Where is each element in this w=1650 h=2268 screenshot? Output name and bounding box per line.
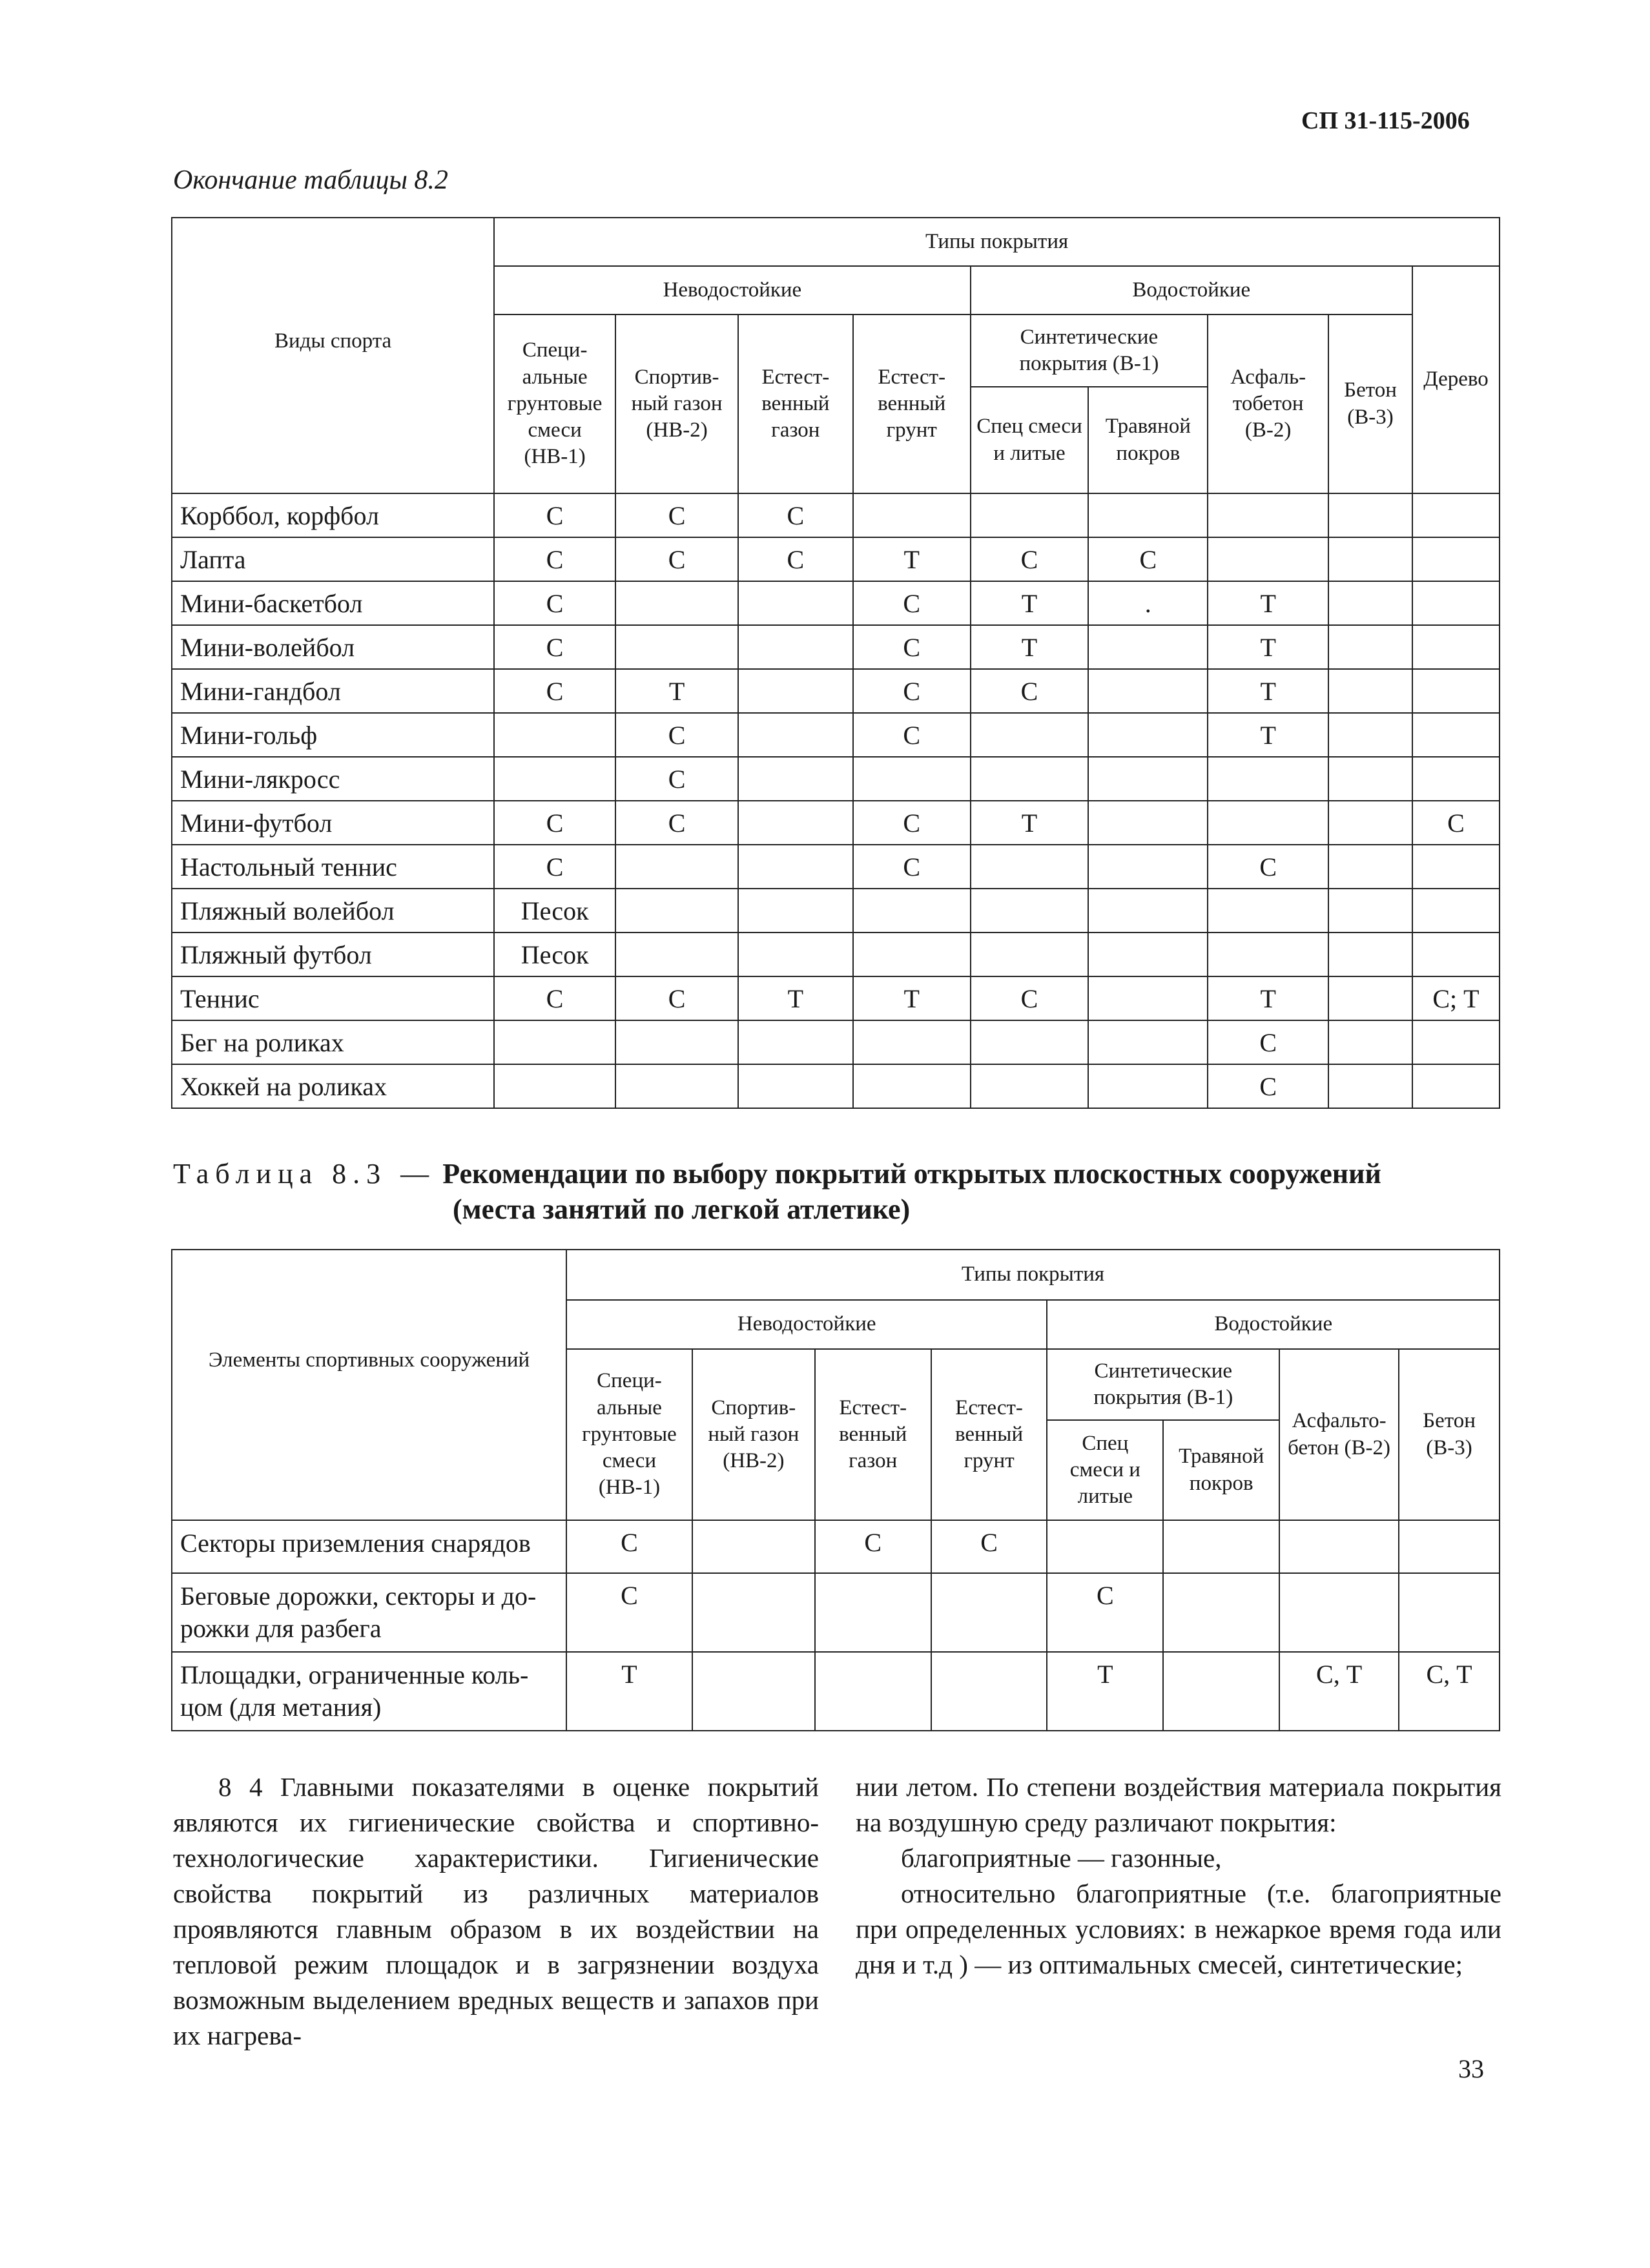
col-header-special-mix: Спец смеси и литые [1047,1420,1163,1520]
sport-name-cell: Хоккей на роликах [172,1064,494,1108]
standard-code: СП 31-115-2006 [1301,107,1470,134]
table-cell: С [1412,801,1500,845]
table-cell [738,581,853,625]
table-cell: Т [853,537,971,581]
table-cell: С [494,537,615,581]
table-cell [738,625,853,669]
table-cell [931,1652,1047,1731]
table-cell: Т [615,669,738,713]
table-cell: С [853,625,971,669]
col-header-water: Водостойкие [971,266,1412,314]
table-cell [1208,801,1328,845]
table-cell [853,1020,971,1064]
element-name-cell: Беговые дорожки, секторы и до-рожки для разбега [172,1573,566,1652]
sport-name-cell: Лапта [172,537,494,581]
table-row [172,625,1500,669]
table-cell [1328,757,1412,801]
table-cell: С [566,1573,692,1652]
sport-name-cell: Пляжный волейбол [172,889,494,933]
table-cell [971,1064,1089,1108]
table-cell: С [494,801,615,845]
table-cell [1412,581,1500,625]
table-cell [738,845,853,889]
table-cell: С [494,669,615,713]
table-cell [1088,713,1208,757]
table-cell [1412,757,1500,801]
table-cell [1412,713,1500,757]
table-cell [1208,757,1328,801]
table-cell: С [566,1520,692,1573]
table-cell [971,757,1089,801]
col-header-water: Водостойкие [1047,1300,1500,1349]
table-row [172,713,1500,757]
table-cell: Т [971,625,1089,669]
table-cell [1163,1573,1279,1652]
page-number: 33 [1458,2054,1484,2083]
sport-name-cell: Мини-баскетбол [172,581,494,625]
col-header-natural-ground: Естест-венный грунт [853,314,971,493]
table-8-2 [171,217,1500,1109]
col-header-synthetic: Синтетические покрытия (В-1) [1047,1349,1279,1420]
table-cell [1208,493,1328,537]
table-cell: Т [1047,1652,1163,1731]
body-text-right-column [856,1769,1501,1983]
table-cell [1088,669,1208,713]
table-cell: С [853,581,971,625]
table-cell: С [853,713,971,757]
table-cell: Т [971,581,1089,625]
sport-name-cell: Бег на роликах [172,1020,494,1064]
table-cell [971,933,1089,976]
table-subtitle: (места занятий по легкой атлетике) [453,1193,911,1225]
table-cell [615,625,738,669]
table-cell [1412,537,1500,581]
col-header-natural-grass: Естест-венный газон [738,314,853,493]
table-cell [1399,1573,1500,1652]
list-item: относительно благоприятные (т.е. благоприятные при определенных условиях: в нежаркое время года или дня и т.д ) — из оптимальных смесей, синтетические; [856,1879,1501,1979]
col-header-synthetic: Синтетические покрытия (В-1) [971,314,1208,387]
table-cell: С [1208,845,1328,889]
table-row [172,669,1500,713]
table-cell [1088,889,1208,933]
table-row [172,537,1500,581]
table-cell [692,1652,815,1731]
table-row [172,1573,1500,1652]
sport-name-cell: Мини-футбол [172,801,494,845]
table-row [172,1520,1500,1573]
table-cell [971,1020,1089,1064]
table-cell [615,581,738,625]
paragraph-8-4: 8 4 Главными показателями в оценке покрытий являются их гигиенические свойства и спортивно-технологические характеристики. Гигиенические свойства покрытий из различных материалов проявляются главным образом в их воздействии на тепловой режим площадок и в загрязнении воздуха возможным выделением вредных веществ и запахов при их нагрева- [173,1772,819,2050]
table-cell [1412,1020,1500,1064]
table-cell: С [738,493,853,537]
table-cell [853,493,971,537]
sport-name-cell: Мини-гольф [172,713,494,757]
table-row [172,1020,1500,1064]
table-cell [815,1652,931,1731]
sport-name-cell: Настольный теннис [172,845,494,889]
table-cell [1412,889,1500,933]
table-cell: Т [1208,625,1328,669]
table-cell [1088,933,1208,976]
table-cell: Песок [494,933,615,976]
table-cell: С [615,493,738,537]
table-cell [615,889,738,933]
table-cell [1163,1652,1279,1731]
table-cell [615,1020,738,1064]
table-cell [615,845,738,889]
table-cell [1412,493,1500,537]
col-header-grass-cover: Травяной покров [1088,387,1208,493]
paragraph-continuation: нии летом. По степени воздействия материала покрытия на воздушную среду различают покрытия: [856,1772,1501,1837]
table-cell [1328,537,1412,581]
table-cell [1088,801,1208,845]
col-header-natural-grass: Естест-венный газон [815,1349,931,1520]
table-cell [971,713,1089,757]
table-cell: Т [566,1652,692,1731]
table-cell [494,1020,615,1064]
table-cell: С [615,976,738,1020]
sport-name-cell: Пляжный футбол [172,933,494,976]
table-cell [1412,669,1500,713]
table-cell [1328,801,1412,845]
table-cell [738,669,853,713]
table-cell: С [494,493,615,537]
table-cell: С [494,581,615,625]
table-cell [615,1064,738,1108]
sport-name-cell: Мини-лякросс [172,757,494,801]
table-cell [1328,493,1412,537]
col-header-elements: Элементы спортивных сооружений [172,1250,566,1520]
table-cell [738,1064,853,1108]
table-cell [931,1573,1047,1652]
table-cell [1088,1064,1208,1108]
element-name-cell: Площадки, ограниченные коль-цом (для метания) [172,1652,566,1731]
table-cell [1328,889,1412,933]
table-cell [494,757,615,801]
table-cell: Т [1208,713,1328,757]
table-cell [494,1064,615,1108]
table-label: Таблица 8.3 — [173,1158,436,1190]
table-cell: С [494,845,615,889]
col-header-nonwater: Неводостойкие [566,1300,1047,1349]
col-header-nonwater: Неводостойкие [494,266,970,314]
table-cell: С [615,801,738,845]
table-row [172,889,1500,933]
table-cell: С [615,757,738,801]
table-cell: С; Т [1412,976,1500,1020]
table-cell [1328,669,1412,713]
col-header-nv2: Спортив-ный газон (НВ-2) [615,314,738,493]
col-header-concrete: Бетон (В-3) [1328,314,1412,493]
table-cell: С [1047,1573,1163,1652]
table-cell: С [971,537,1089,581]
table-row [172,845,1500,889]
col-header-nv1: Специ-альные грунтовые смеси (НВ-1) [494,314,615,493]
table-cell [738,757,853,801]
table-cell [738,1020,853,1064]
table-cell [971,845,1089,889]
table-cell [1412,625,1500,669]
table-cell [1208,933,1328,976]
body-text-left-column [173,1769,819,2054]
table-cell: С [738,537,853,581]
table-cell [1412,1064,1500,1108]
table-cell [853,889,971,933]
col-header-wood: Дерево [1412,266,1500,493]
table-cell: С [615,537,738,581]
table-row [172,976,1500,1020]
table-cell [1328,1064,1412,1108]
table-cell [1088,1020,1208,1064]
table-cell: С [853,801,971,845]
table-cell [738,713,853,757]
table-cell: С [815,1520,931,1573]
col-header-grass-cover: Травяной покров [1163,1420,1279,1520]
table-cell [1088,976,1208,1020]
table-cell [738,933,853,976]
table-cell: С [1088,537,1208,581]
table-row [172,933,1500,976]
col-header-natural-ground: Естест-венный грунт [931,1349,1047,1520]
table-cell: С [494,625,615,669]
table-cell [1328,933,1412,976]
table-cell [1328,845,1412,889]
table-cell [738,889,853,933]
table-cell: С, Т [1279,1652,1399,1731]
table-cell [1088,757,1208,801]
table-cell [1088,493,1208,537]
table-cell: Т [853,976,971,1020]
table-cell [494,713,615,757]
table-row [172,493,1500,537]
table-8-3-caption [173,1156,1381,1227]
table-cell [1399,1520,1500,1573]
list-item: благоприятные — газонные, [901,1843,1222,1873]
col-header-nv1: Специ-альные грунтовые смеси (НВ-1) [566,1349,692,1520]
table-row [172,801,1500,845]
table-row [172,581,1500,625]
table-cell: Т [1208,581,1328,625]
table-row [172,1064,1500,1108]
table-cell: Т [1208,669,1328,713]
sport-name-cell: Корббол, корфбол [172,493,494,537]
table-row [172,757,1500,801]
table-cell: С [853,669,971,713]
table-title: Рекомендации по выбору покрытий открытых плоскостных сооружений [442,1158,1381,1190]
table-cell: Песок [494,889,615,933]
table-cell: Т [738,976,853,1020]
table-cell: С, Т [1399,1652,1500,1731]
table-cell: С [971,976,1089,1020]
table-cell: С [1208,1064,1328,1108]
table-cell [615,933,738,976]
col-header-concrete: Бетон (В-3) [1399,1349,1500,1520]
element-name-cell: Секторы приземления снарядов [172,1520,566,1573]
col-header-asphalt: Асфаль-тобетон (В-2) [1208,314,1328,493]
table-cell [1088,845,1208,889]
col-header-asphalt: Асфальто-бетон (В-2) [1279,1349,1399,1520]
table-cell [1088,625,1208,669]
table-cell: С [853,845,971,889]
table-cell [692,1573,815,1652]
table-cell: С [971,669,1089,713]
table-cell [1412,933,1500,976]
sport-name-cell: Мини-гандбол [172,669,494,713]
table-cell [1279,1573,1399,1652]
table-cell [692,1520,815,1573]
table-cell: . [1088,581,1208,625]
table-cell [971,493,1089,537]
col-header-nv2: Спортив-ный газон (НВ-2) [692,1349,815,1520]
col-header-sport: Виды спорта [172,218,494,493]
table-cell [971,889,1089,933]
table-row [172,1652,1500,1731]
table-cell [1328,581,1412,625]
table-cell [1208,537,1328,581]
table-cell [853,1064,971,1108]
table-cell: Т [1208,976,1328,1020]
sport-name-cell: Мини-волейбол [172,625,494,669]
table-cell: С [931,1520,1047,1573]
table-cell [1328,713,1412,757]
col-header-special-mix: Спец смеси и литые [971,387,1089,493]
sport-name-cell: Теннис [172,976,494,1020]
table-cell [1328,625,1412,669]
table-cell: С [615,713,738,757]
table-cell [1047,1520,1163,1573]
table-cell [1208,889,1328,933]
table-cell [815,1573,931,1652]
table-cell [738,801,853,845]
table-cell: Т [971,801,1089,845]
table-cell: С [494,976,615,1020]
table-8-3 [171,1249,1500,1731]
table-cell [1163,1520,1279,1573]
table-cell [1328,1020,1412,1064]
table-continuation-title: Окончание таблицы 8.2 [173,165,448,195]
table-cell [853,933,971,976]
col-header-types: Типы покрытия [566,1250,1500,1300]
table-cell [1412,845,1500,889]
col-header-types: Типы покрытия [494,218,1500,266]
table-cell [1328,976,1412,1020]
table-cell [853,757,971,801]
table-cell: С [1208,1020,1328,1064]
table-cell [1279,1520,1399,1573]
